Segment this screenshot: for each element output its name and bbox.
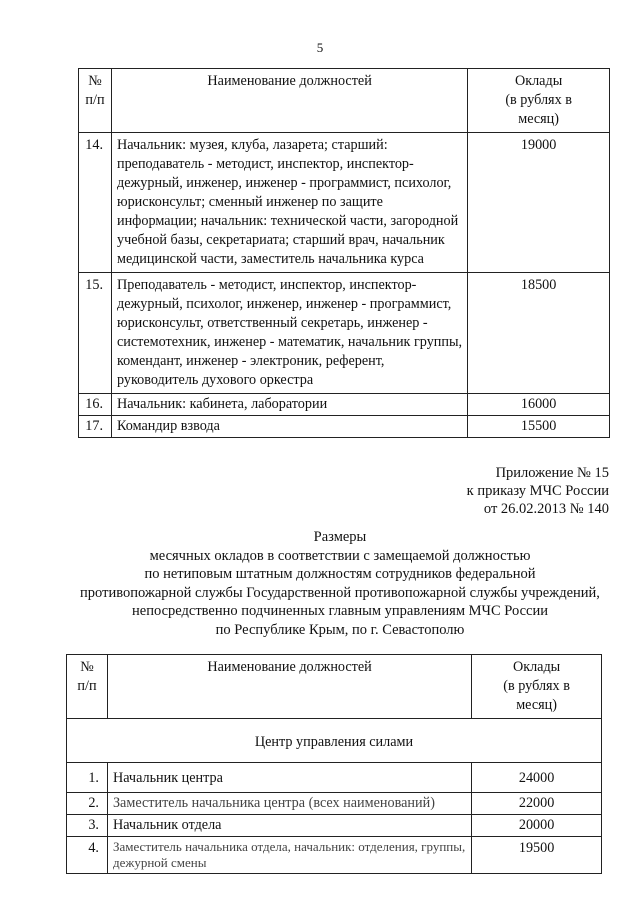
position-name: Преподаватель - методист, инспектор, инспектор-дежурный, психолог, инженер, инженер - программист, юрисконсульт, ответственный секретарь, инженер - системотехник, инженер - математик, начальник группы, комендант, инженер - электроник, референт, руководитель духового оркестра bbox=[111, 273, 467, 394]
table-row bbox=[79, 273, 610, 394]
table-row bbox=[67, 815, 602, 837]
table-row bbox=[67, 763, 602, 793]
salary-table bbox=[66, 654, 602, 874]
column-header-name: Наименование должностей bbox=[111, 69, 467, 133]
section-heading: Центр управления силами bbox=[67, 719, 602, 763]
table-row bbox=[79, 394, 610, 416]
salary-value: 24000 bbox=[472, 763, 602, 793]
column-header-number: № п/п bbox=[67, 655, 108, 719]
title-line: месячных окладов в соответствии с замещаемой должностью bbox=[149, 547, 531, 564]
position-name: Командир взвода bbox=[111, 416, 467, 438]
table-row bbox=[79, 416, 610, 438]
salary-value: 16000 bbox=[468, 394, 610, 416]
salary-value: 19500 bbox=[472, 837, 602, 874]
table-row bbox=[67, 793, 602, 815]
row-number: 1. bbox=[67, 763, 108, 793]
salary-table-continued bbox=[78, 68, 610, 438]
title-line: Размеры bbox=[313, 529, 367, 545]
salary-value: 20000 bbox=[472, 815, 602, 837]
salary-value: 22000 bbox=[472, 793, 602, 815]
appendix-order: к приказу МЧС России bbox=[466, 483, 609, 499]
position-name: Начальник отдела bbox=[107, 815, 471, 837]
table-row bbox=[67, 837, 602, 874]
title-line: непосредственно подчиненных главным управлениям МЧС России bbox=[132, 603, 548, 619]
row-number: 14. bbox=[79, 133, 112, 273]
position-name: Начальник: кабинета, лаборатории bbox=[111, 394, 467, 416]
row-number: 3. bbox=[67, 815, 108, 837]
table-header-row bbox=[67, 655, 602, 719]
position-name: Начальник: музея, клуба, лазарета; старший: преподаватель - методист, инспектор, инспектор-дежурный, инженер, инженер - программист, психолог, юрисконсульт; сменный инженер по защите информации; начальник: технической части, загородной учебной базы, секретариата; старший врач, начальник медицинской части, заместитель начальника курса bbox=[111, 133, 467, 273]
document-title bbox=[40, 528, 640, 639]
title-line: противопожарной службы Государственной противопожарной службы учреждений, bbox=[80, 584, 600, 601]
position-name: Начальник центра bbox=[107, 763, 471, 793]
appendix-date: от 26.02.2013 № 140 bbox=[483, 501, 609, 517]
table-row bbox=[79, 133, 610, 273]
salary-value: 19000 bbox=[468, 133, 610, 273]
appendix-reference bbox=[467, 464, 609, 518]
section-row bbox=[67, 719, 602, 763]
column-header-number: № п/п bbox=[79, 69, 112, 133]
appendix-number: Приложение № 15 bbox=[495, 465, 609, 481]
column-header-name: Наименование должностей bbox=[107, 655, 471, 719]
title-line: по нетиповым штатным должностям сотрудников федеральной bbox=[144, 566, 536, 582]
row-number: 16. bbox=[79, 394, 112, 416]
column-header-salary: Оклады (в рублях в месяц) bbox=[468, 69, 610, 133]
position-name: Заместитель начальника отдела, начальник: отделения, группы, дежурной смены bbox=[107, 837, 471, 874]
salary-value: 18500 bbox=[468, 273, 610, 394]
position-name: Заместитель начальника центра (всех наименований) bbox=[107, 793, 471, 815]
row-number: 17. bbox=[79, 416, 112, 438]
table-header-row bbox=[79, 69, 610, 133]
row-number: 4. bbox=[67, 837, 108, 874]
row-number: 2. bbox=[67, 793, 108, 815]
salary-value: 15500 bbox=[468, 416, 610, 438]
column-header-salary: Оклады (в рублях в месяц) bbox=[472, 655, 602, 719]
title-line: по Республике Крым, по г. Севастополю bbox=[215, 621, 465, 638]
page-number: 5 bbox=[316, 40, 324, 55]
row-number: 15. bbox=[79, 273, 112, 394]
